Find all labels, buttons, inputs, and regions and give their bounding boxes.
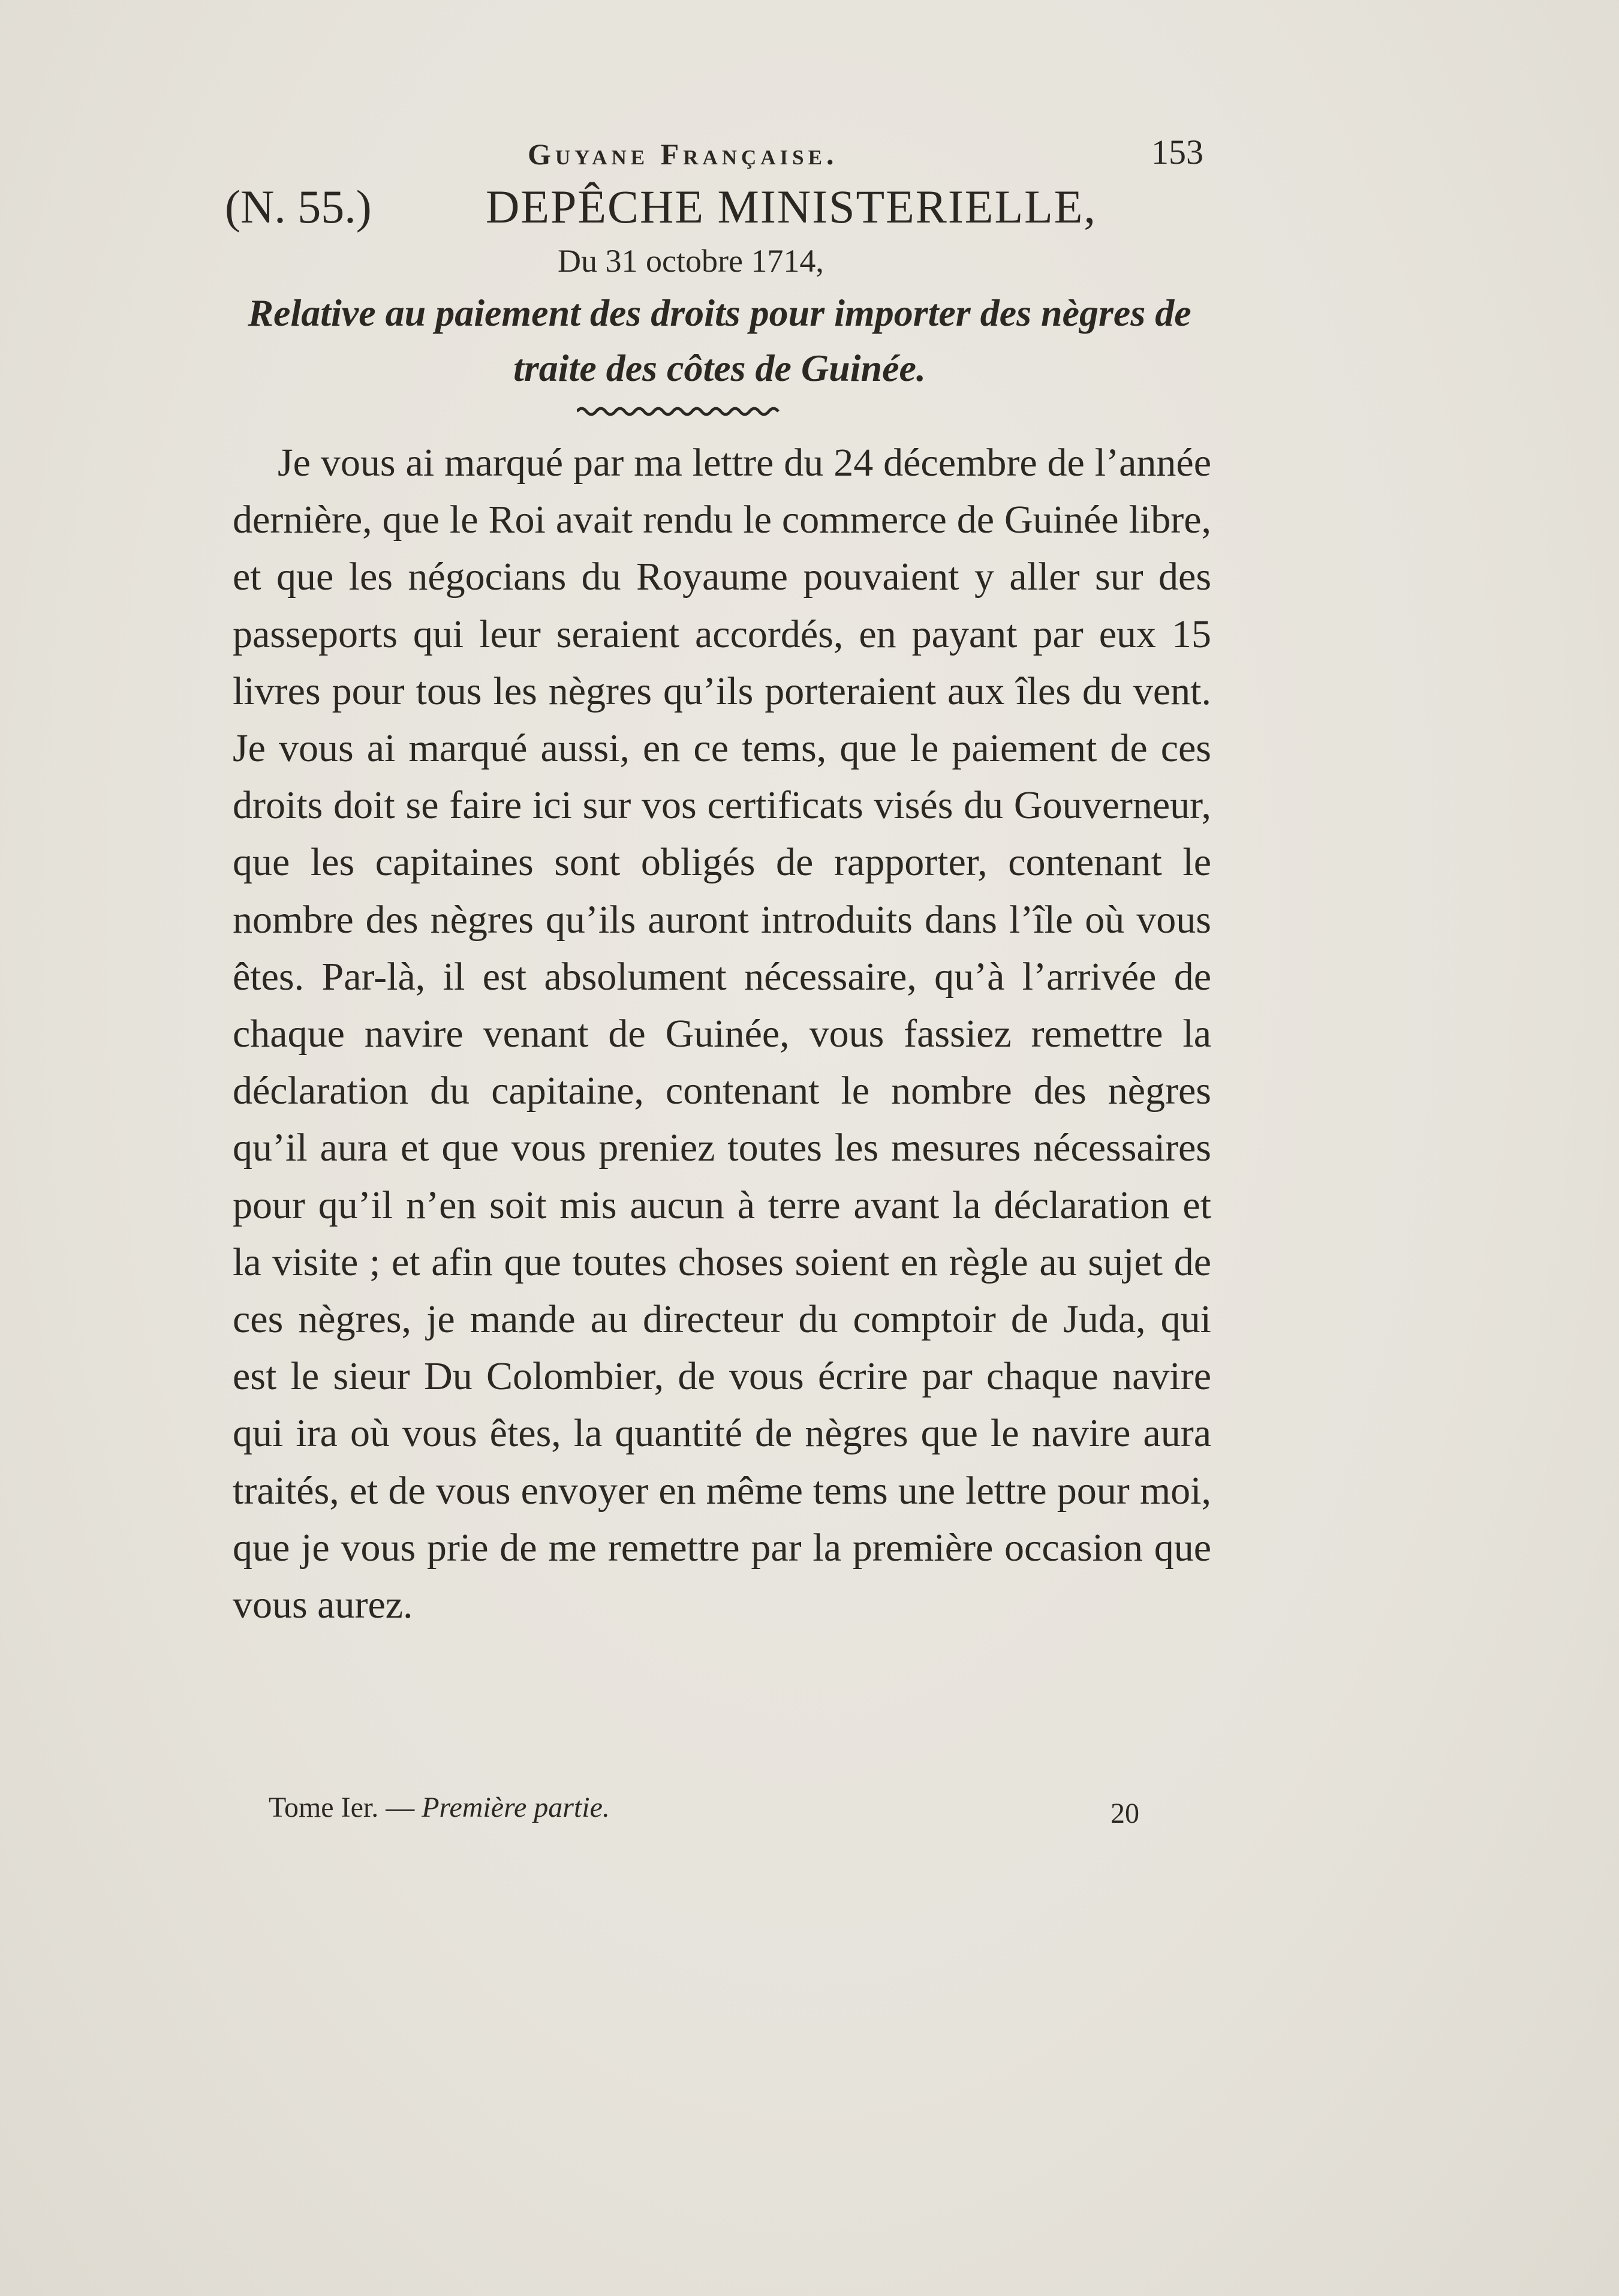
footer-tome-label: Tome Ier. — <box>269 1792 415 1823</box>
footer-tome <box>269 1791 610 1824</box>
document-number: (N. 55.) <box>225 181 372 233</box>
footer-signature-mark: 20 <box>1111 1798 1139 1829</box>
page-number: 153 <box>1151 133 1203 172</box>
running-head: Guyane Française. <box>528 137 838 171</box>
footer-part-label: Première partie. <box>422 1792 610 1823</box>
document-subject: Relative au paiement des droits pour importer des nègres de traite des côtes de Guinée. <box>248 291 1191 389</box>
document-date: Du 31 octobre 1714, <box>558 243 824 279</box>
document-title: DEPÊCHE MINISTERIELLE, <box>486 181 1097 233</box>
letter-body-paragraph: Je vous ai marqué par ma lettre du 24 décembre de l’année dernière, que le Roi avait rendu le commerce de Guinée libre, et que les négocians du Royaume pouvaient y aller sur des passeports qui leur seraient accordés, en payant par eux 15 livres pour tous les nègres qu’ils porteraient aux îles du vent. Je vous ai marqué aussi, en ce tems, que le paiement de ces droits doit se faire ici sur vos certificats visés du Gouverneur, que les capitaines sont obligés de rapporter, contenant le nombre des nègres qu’ils auront introduits dans l’île où vous êtes. Par-là, il est absolument nécessaire, qu’à l’arrivée de chaque navire venant de Guinée, vous fassiez remettre la déclaration du capitaine, contenant le nombre des nègres qu’il aura et que vous preniez toutes les mesures nécessaires pour qu’il n’en soit mis aucun à terre avant la déclaration et la visite ; et afin que toutes choses soient en règle au sujet de ces nègres, je mande au directeur du comptoir de Juda, qui est le sieur Du Colombier, de vous écrire par chaque navire qui ira où vous êtes, la quantité de nègres que le navire aura traités, et de vous envoyer en même tems une lettre pour moi, que je vous prie de me remettre par la première occasion que vous aurez. <box>233 441 1211 1627</box>
wavy-rule-ornament <box>577 403 781 420</box>
